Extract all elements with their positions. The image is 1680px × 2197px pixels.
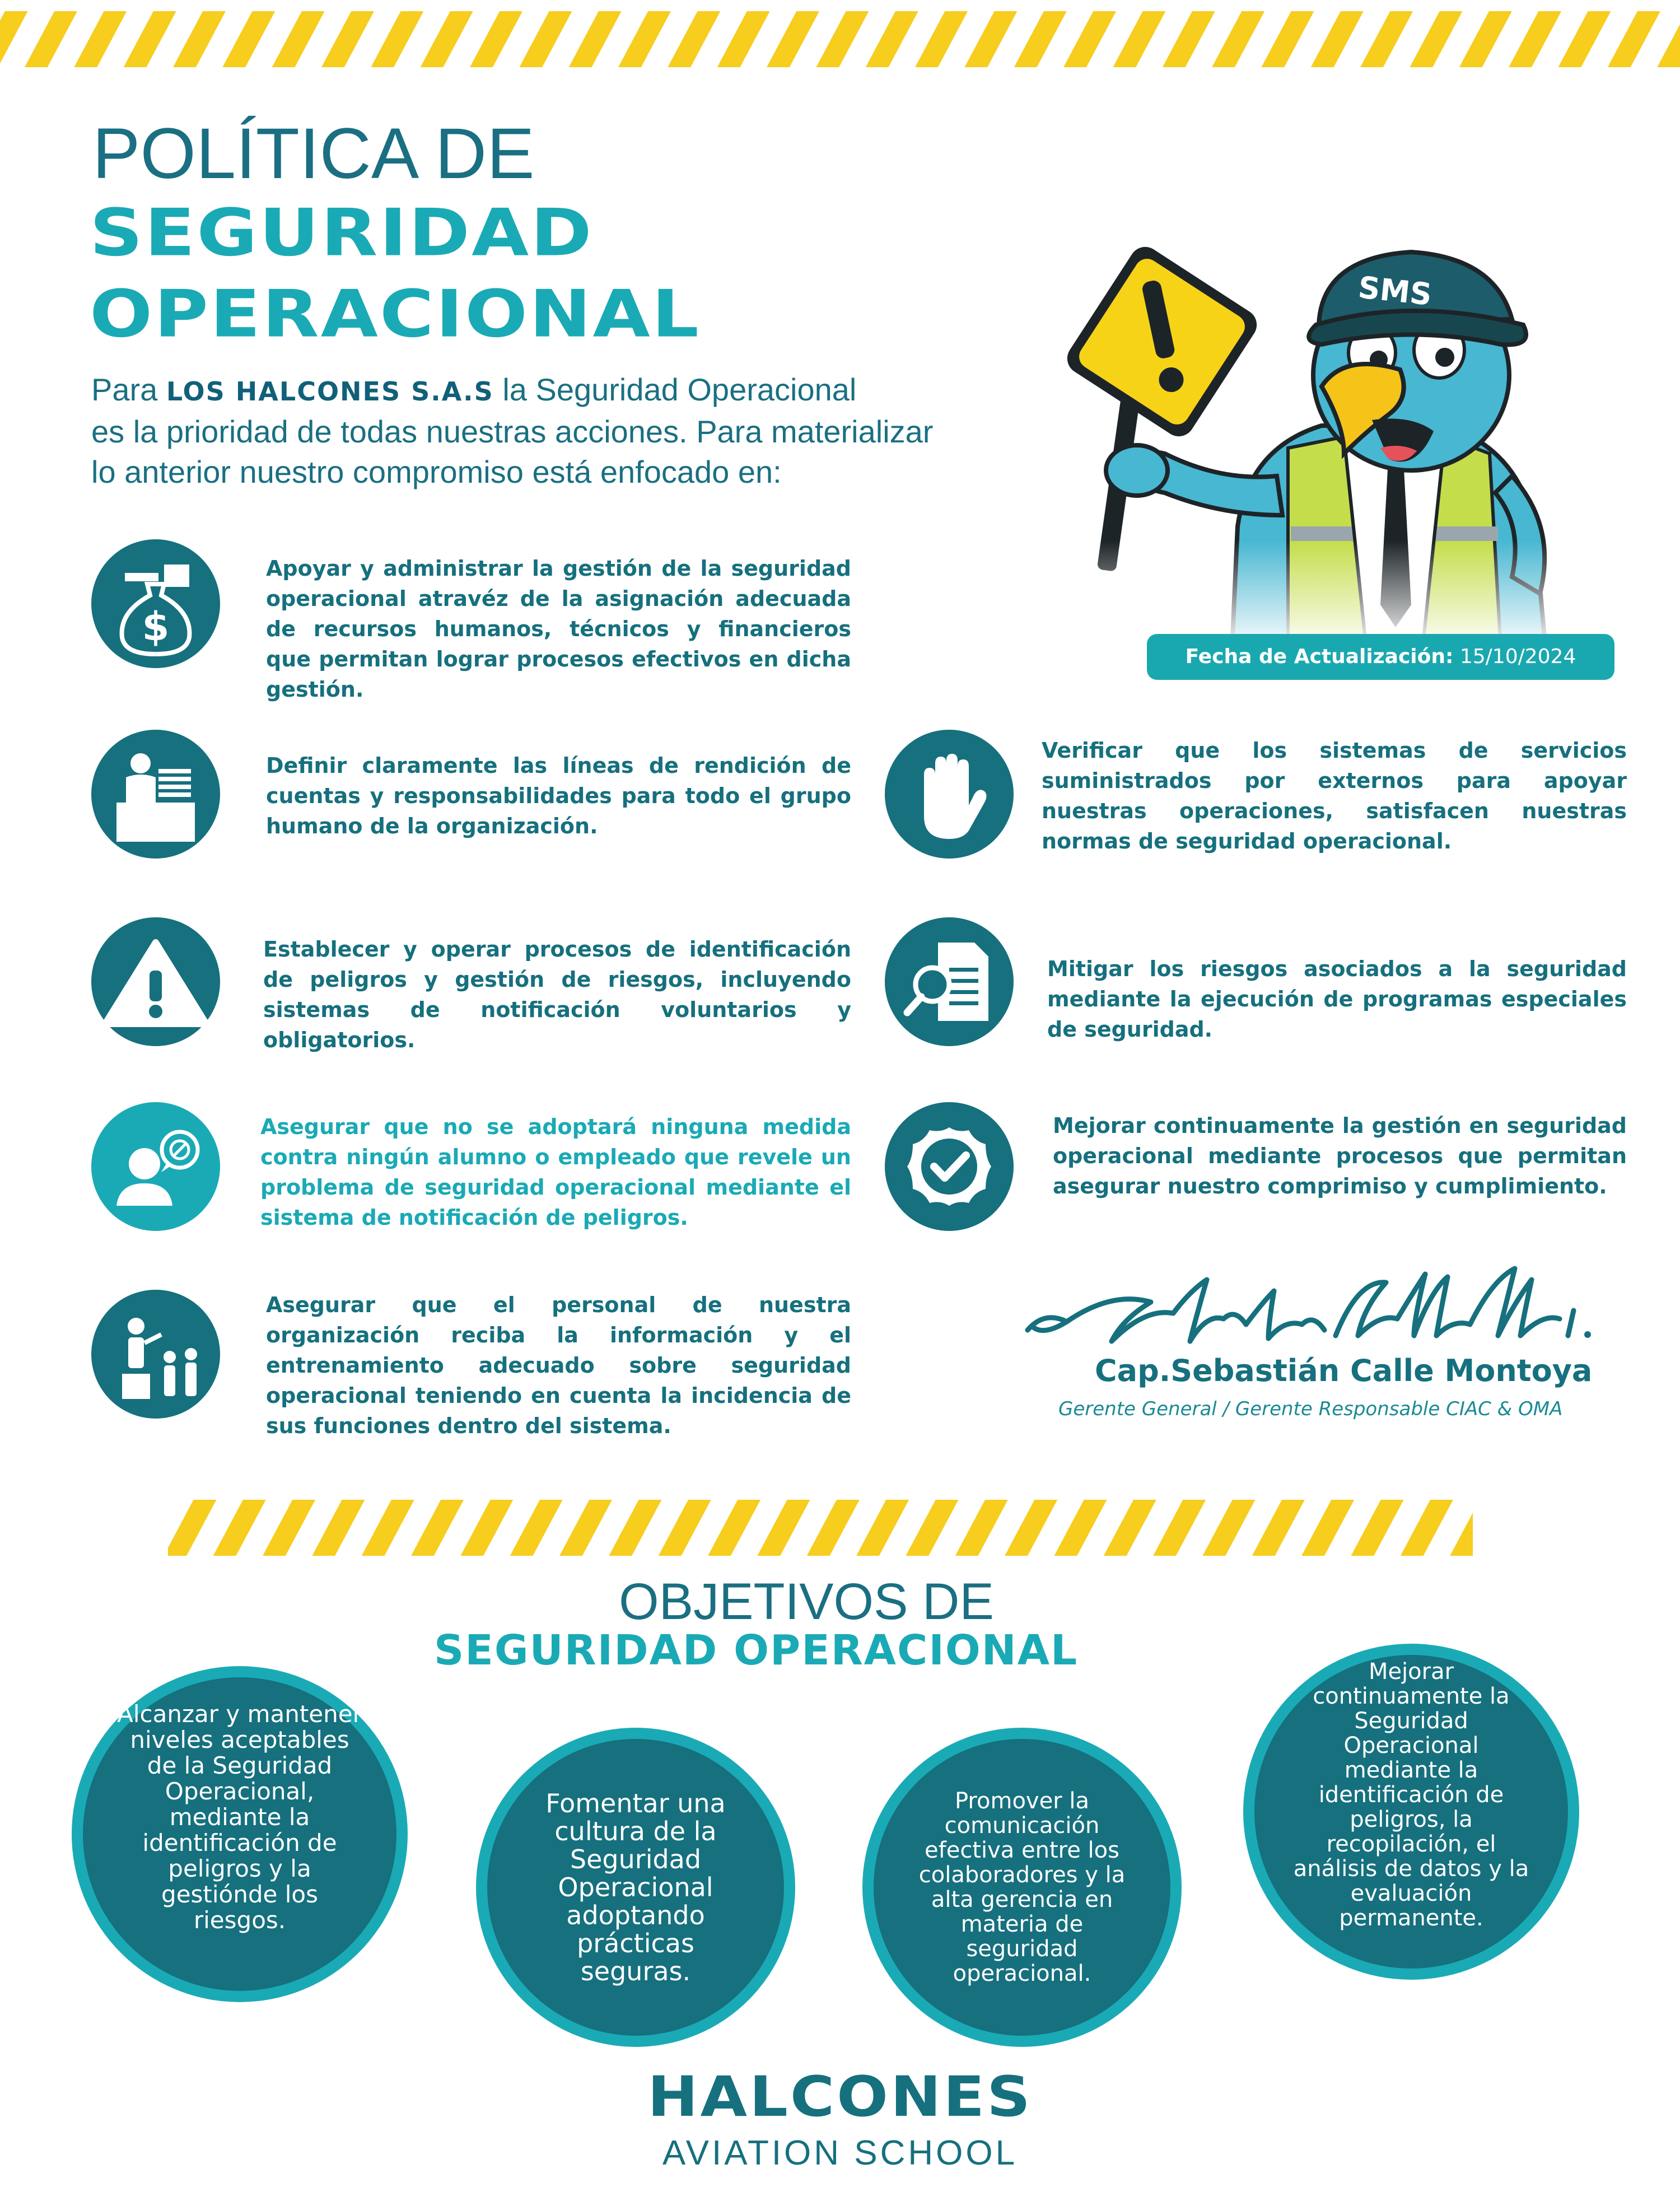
- title-line-1: POLÍTICA DE: [92, 114, 535, 194]
- intro-paragraph: [91, 370, 1054, 492]
- intro-line1-rest: la Seguridad Operacional: [493, 372, 857, 407]
- training-people-icon: [91, 1290, 220, 1419]
- intro-line3: lo anterior nuestro compromiso está enfocado en:: [91, 454, 782, 489]
- objectives-title-line-2: SEGURIDAD OPERACIONAL: [434, 1626, 1079, 1674]
- intro-line2: es la prioridad de todas nuestras acciones. Para materializar: [91, 414, 934, 449]
- top-hazard-stripes: [0, 11, 1680, 67]
- commitment-3-text: Establecer y operar procesos de identificación de peligros y gestión de riesgos, incluyendo sistemas de notificación voluntarios y obligatorios.: [263, 937, 851, 1052]
- title-line-3: OPERACIONAL: [90, 276, 701, 352]
- objective-circle-4: [1254, 1655, 1568, 1969]
- objective-3-text: Promover la comunicación efectiva entre los colaboradores y la alta gerencia en materia de seguridad operacional.: [918, 1788, 1126, 1986]
- update-date-badge: [1147, 634, 1614, 680]
- signatory-role: Gerente General / Gerente Responsable CIAC & OMA: [1058, 1398, 1563, 1420]
- svg-text:$: $: [142, 604, 170, 650]
- objectives-title-line-1: OBJETIVOS DE: [619, 1573, 994, 1630]
- commitment-8-text: Mejorar continuamente la gestión en seguridad operacional mediante procesos que permitan asegurar nuestro comprimiso y cumplimiento.: [1053, 1113, 1627, 1198]
- commitment-6-text: Verificar que los sistemas de servicios suministrados por externos para apoyar nuestras operaciones, satisfacen nuestras normas de seguridad operacional.: [1042, 738, 1627, 853]
- signatory-name: Cap.Sebastián Calle Montoya: [1095, 1353, 1593, 1388]
- money-bag-icon: [91, 539, 220, 668]
- commitment-4-text: Asegurar que no se adoptará ninguna medida contra ningún alumno o empleado que revele un problema de seguridad operacional mediante el sistema de notificación de peligros.: [260, 1114, 851, 1230]
- logo-subtitle: AVIATION SCHOOL: [662, 2134, 1018, 2172]
- objective-circle-1: [83, 1677, 396, 1991]
- objective-circle-3: [874, 1739, 1170, 2036]
- objective-1-text: Alcanzar y mantener niveles aceptables de la Seguridad Operacional, mediante la identificación de peligros y la gestiónde los riesgos.: [117, 1700, 362, 1934]
- hand-stop-icon: [885, 730, 1014, 859]
- commitment-5-text: Asegurar que el personal de nuestra organización reciba la información y el entrenamiento adecuado sobre seguridad operacional teniendo en cuenta la incidencia de sus funciones dentro del sistema.: [266, 1293, 851, 1438]
- commitment-7-text: Mitigar los riesgos asociados a la seguridad mediante la ejecución de programas especiales de seguridad.: [1047, 957, 1627, 1042]
- objective-circle-2: [487, 1739, 784, 2036]
- company-name: LOS HALCONES S.A.S: [166, 376, 494, 407]
- person-speech-icon: [91, 1102, 220, 1231]
- commitment-2-text: Definir claramente las líneas de rendición de cuentas y responsabilidades para todo el grupo humano de la organización.: [266, 753, 851, 838]
- check-shield-icon: [885, 1102, 1014, 1231]
- warning-triangle-icon: [91, 917, 220, 1046]
- document-search-icon: [885, 917, 1014, 1046]
- commitment-1-text: Apoyar y administrar la gestión de la seguridad operacional atravéz de la asignación adecuada de recursos humanos, técnicos y financieros que permitan lograr procesos efectivos en dicha gestión.: [266, 556, 851, 702]
- mascot-illustration: [1053, 213, 1613, 650]
- intro-prefix: Para: [91, 372, 166, 407]
- update-date-label: Fecha de Actualización:: [1185, 645, 1454, 668]
- update-date-value: 15/10/2024: [1459, 645, 1576, 668]
- objective-2-text: Fomentar una cultura de la Seguridad Operacional adoptando prácticas seguras.: [545, 1788, 726, 1986]
- desk-person-icon: [91, 730, 220, 859]
- halcones-logo: [627, 2067, 1053, 2128]
- logo-wordmark: HALCONES: [647, 2065, 1033, 2130]
- objective-4-text: Mejorar continuamente la Seguridad Operacional mediante la identificación de peligros, la recopilación, el análisis de datos y la evaluación permanente.: [1293, 1659, 1529, 1931]
- middle-hazard-stripes: [168, 1500, 1473, 1556]
- title-line-2: SEGURIDAD: [90, 195, 594, 271]
- handwritten-signature: [1022, 1257, 1627, 1358]
